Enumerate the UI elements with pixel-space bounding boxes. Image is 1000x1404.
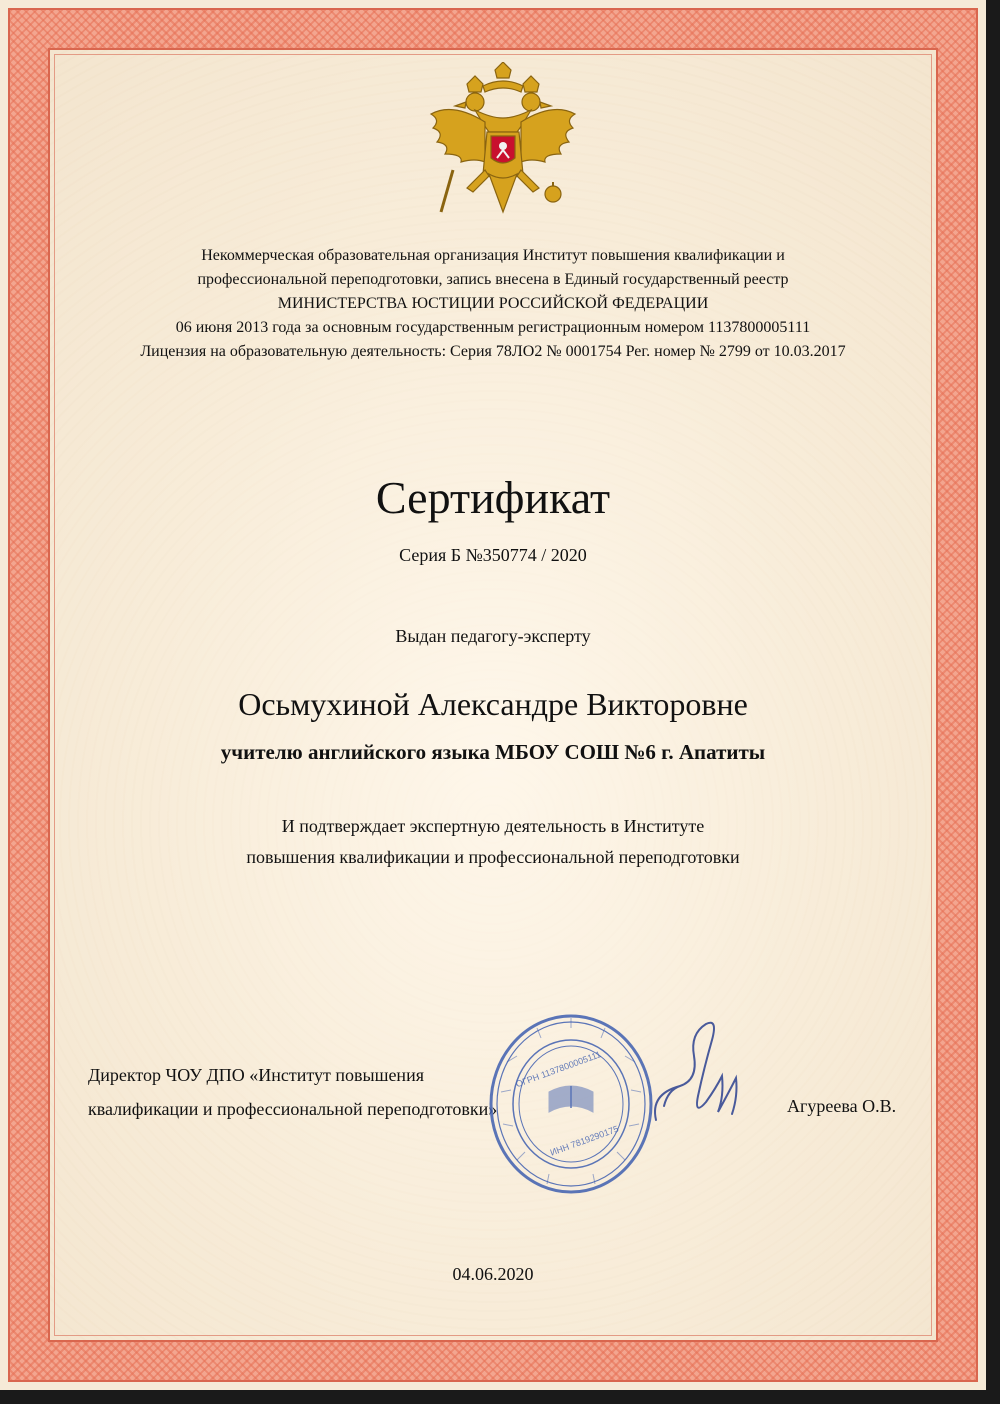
certificate-title: Сертификат [375,472,611,523]
organization-info [0,244,986,364]
certificate-series: Серия Б №350774 / 2020 [399,545,587,565]
signer-name: Агуреева О.В. [787,1096,897,1116]
issue-date: 04.06.2020 [452,1264,534,1284]
confirmation-line: И подтверждает экспертную деятельность в Институте [281,816,705,836]
recipient-position: учителю английского языка МБОУ СОШ №6 г. Апатиты [220,740,766,764]
director-title [88,1058,497,1126]
org-line: Лицензия на образовательную деятельность: Серия 78ЛО2 № 0001754 Рег. номер № 2799 от 10.03.2017 [140,343,846,360]
director-line: квалификации и профессиональной переподготовки» [88,1099,498,1119]
org-line: Некоммерческая образовательная организация Институт повышения квалификации и [201,247,785,264]
double-headed-eagle-icon [423,62,583,222]
signature [640,1016,750,1136]
recipient-name: Осьмухиной Александре Викторовне [238,686,748,722]
confirmation-line: повышения квалификации и профессиональной переподготовки [246,847,740,867]
director-line: Директор ЧОУ ДПО «Институт повышения [88,1065,424,1085]
org-line: профессиональной переподготовки, запись внесена в Единый государственный реестр [197,271,789,288]
org-line: МИНИСТЕРСТВА ЮСТИЦИИ РОССИЙСКОЙ ФЕДЕРАЦИИ [277,295,709,312]
issued-to-label: Выдан педагогу-эксперту [395,626,591,646]
round-seal-icon [487,1012,655,1196]
seal-inn: ИНН 7819290175 [548,1123,620,1158]
confirmation-text [0,811,986,873]
org-line: 06 июня 2013 года за основным государственным регистрационным номером 1137800005111 [175,319,811,336]
seal-ogrn: ОГРН 1137800005111 [514,1049,603,1090]
